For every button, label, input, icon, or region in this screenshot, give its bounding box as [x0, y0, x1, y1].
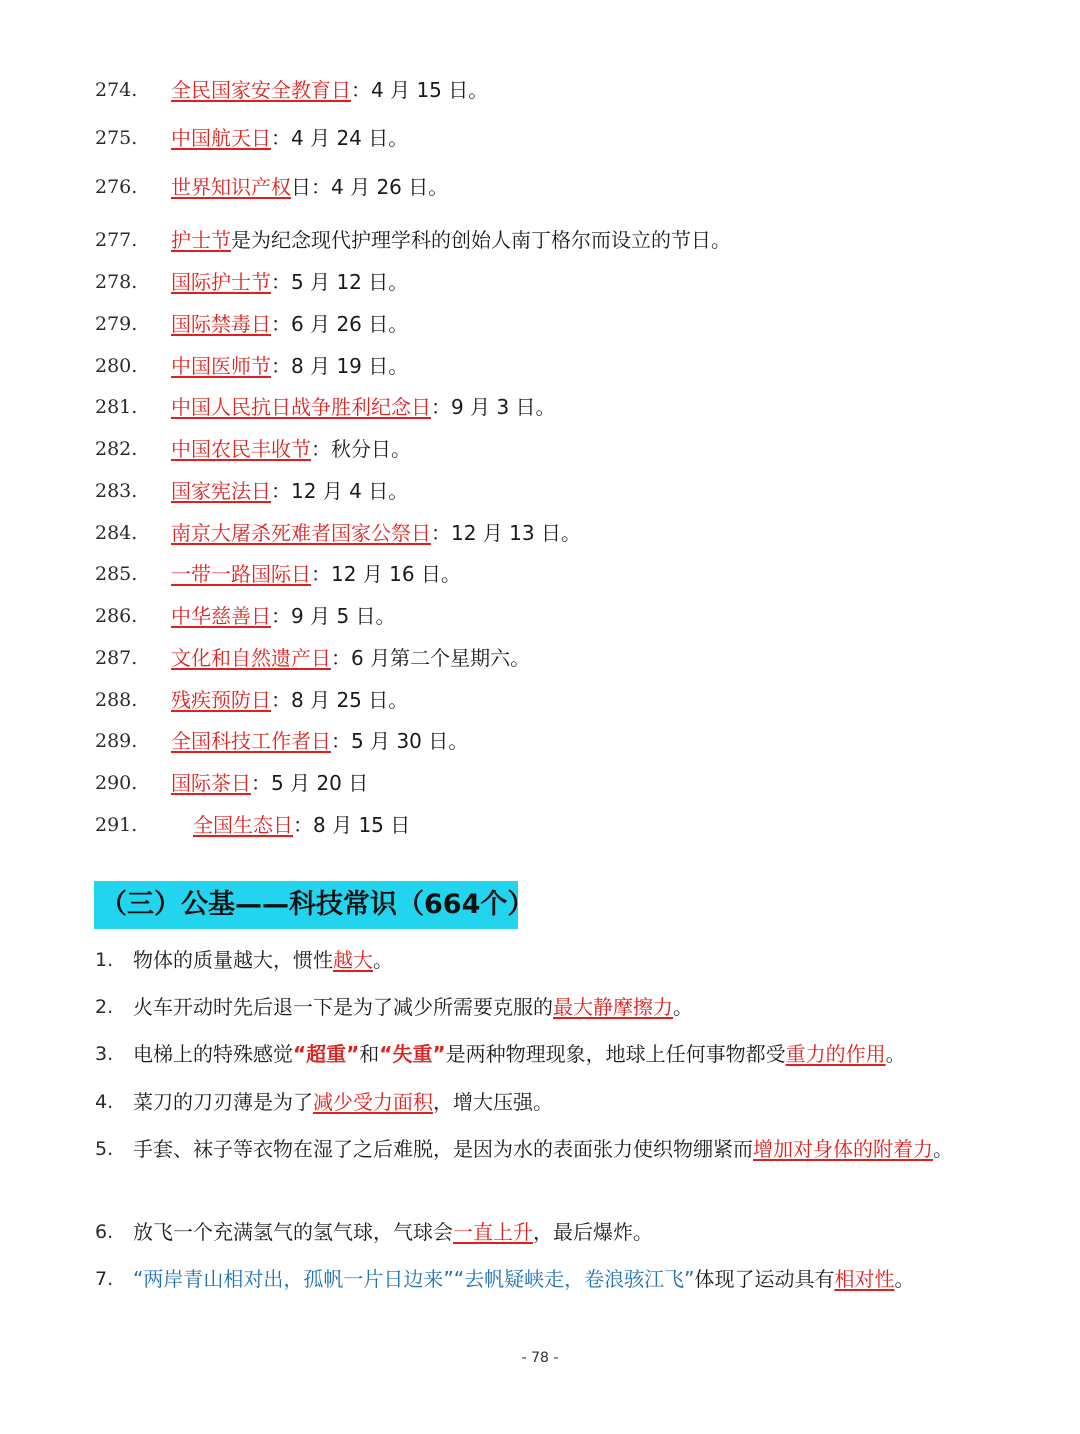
festival-date: ：5 月 12 日。: [271, 270, 409, 294]
festival-name: 世界知识产权: [171, 175, 291, 199]
festival-name: 南京大屠杀死难者国家公祭日: [171, 521, 431, 545]
festival-description: 是为纪念现代护理学科的创始人南丁格尔而设立的节日。: [231, 228, 731, 252]
item-number: 1.: [95, 949, 114, 971]
section-heading: （三）公基——科技常识（664个）: [94, 881, 518, 929]
festival-date: ：6 月 26 日。: [271, 312, 409, 336]
item-number: 278.: [95, 271, 138, 293]
festival-name: 中国航天日: [171, 126, 271, 150]
key-term: “超重”: [293, 1042, 360, 1066]
festival-date: ：4 月 24 日。: [271, 126, 409, 150]
item-number: 279.: [95, 313, 138, 335]
item-number: 289.: [95, 730, 138, 752]
item-number: 284.: [95, 522, 138, 544]
festival-date: ：5 月 30 日。: [331, 729, 469, 753]
key-answer: 一直上升: [453, 1220, 533, 1244]
festival-name: 国家宪法日: [171, 479, 271, 503]
item-number: 276.: [95, 176, 138, 198]
item-number: 287.: [95, 647, 138, 669]
key-term: “失重”: [379, 1042, 446, 1066]
key-answer: 越大: [333, 948, 373, 972]
item-number: 281.: [95, 396, 138, 418]
item-number: 285.: [95, 563, 138, 585]
festival-date: ：9 月 5 日。: [271, 604, 396, 628]
item-number: 6.: [95, 1221, 114, 1243]
key-answer: 重力的作用: [785, 1042, 886, 1066]
festival-name: 中国农民丰收节: [171, 437, 311, 461]
festival-name: 全国科技工作者日: [171, 729, 331, 753]
festival-name: 中国医师节: [171, 354, 271, 378]
festival-name: 中国人民抗日战争胜利纪念日: [171, 395, 431, 419]
festival-name: 全民国家安全教育日: [171, 78, 351, 102]
festival-date: ：8 月 25 日。: [271, 688, 409, 712]
festival-name: 残疾预防日: [171, 688, 271, 712]
item-number: 4.: [95, 1091, 114, 1113]
festival-date: 日：4 月 26 日。: [291, 175, 449, 199]
item-number: 282.: [95, 438, 138, 460]
key-answer: 相对性: [834, 1267, 895, 1291]
page-number: - 78 -: [521, 1350, 559, 1366]
festival-name: 文化和自然遗产日: [171, 646, 331, 670]
festival-date: ：9 月 3 日。: [431, 395, 556, 419]
poem-quote: “两岸青山相对出，孤帆一片日边来”: [133, 1267, 454, 1291]
item-number: 3.: [95, 1043, 114, 1065]
key-answer: 减少受力面积: [313, 1090, 433, 1114]
item-number: 288.: [95, 689, 138, 711]
festival-date: ：12 月 16 日。: [311, 562, 461, 586]
festival-date: ：5 月 20 日: [251, 771, 369, 795]
festival-date: ：12 月 13 日。: [431, 521, 581, 545]
festival-name: 一带一路国际日: [171, 562, 311, 586]
item-number: 286.: [95, 605, 138, 627]
festival-name: 国际护士节: [171, 270, 271, 294]
festival-name: 国际禁毒日: [171, 312, 271, 336]
festival-date: ：8 月 19 日。: [271, 354, 409, 378]
item-number: 5.: [95, 1138, 114, 1160]
item-number: 275.: [95, 127, 138, 149]
item-number: 277.: [95, 229, 138, 251]
festival-name: 国际茶日: [171, 771, 251, 795]
item-number: 2.: [95, 996, 114, 1018]
item-number: 274.: [95, 79, 138, 101]
festival-name: 全国生态日: [193, 813, 293, 837]
festival-name: 护士节: [171, 228, 231, 252]
festival-date: ：12 月 4 日。: [271, 479, 409, 503]
item-number: 290.: [95, 772, 138, 794]
festival-name: 中华慈善日: [171, 604, 271, 628]
festival-date: ：4 月 15 日。: [351, 78, 489, 102]
festival-date: ：秋分日。: [311, 437, 411, 461]
item-number: 291.: [95, 814, 138, 836]
poem-quote: “去帆疑峡走，卷浪骇江飞”: [453, 1267, 695, 1291]
item-number: 280.: [95, 355, 138, 377]
document-page: 274. 全民国家安全教育日：4 月 15 日。 275. 中国航天日：4 月 24 日。 276. 世界知识产权日：4 月 26 日。 277. 护士节是为纪念现代护理学科的创始人南丁格尔而设立的节日。 278. 国际护士节：5 月 12 日。 279. 国际禁毒日：6 月 26 日。 280. 中国医师节：8 月 19 日。 281. 中国人民抗日战争胜利纪念日：9 月 3 日。 282. 中国农民丰收节：秋分日。 283. 国家宪法日：12 月 4 日。 284. 南京大屠杀死难者国家公祭日：12 月 13 日。 285. 一带一路国际日：12 月 16 日。 286. 中华慈善日：9 月 5 日。 287. 文化和自然遗产日：6 月第二个星期六。 288. 残疾预防日：8 月 25 日。 289. 全国科技工作者日：5 月 30 日。 290. 国际茶日：5 月 20 日 291. 全国生态日：8 月 15 日 （三）公基——科技常识（664个） 1. 物体的质量越大，惯性越大。 2. 火车开动时先后退一下是为了减少所需要克服的最大静摩擦力。 3. 电梯上的特殊感觉“超重”和“失重”是两种物理现象，地球上任何事物都受重力的作用。 4. 菜刀的刀刃薄是为了减少受力面积，增大压强。 5. 手套、袜子等衣物在湿了之后难脱，是因为水的表面张力使织物绷紧而增加对身体的附着力。 6. 放飞一个充满氢气的氢气球，气球会一直上升，最后爆炸。 7. “两岸青山相对出，孤帆一片日边来”“去帆疑峡走，卷浪骇江飞”体现了运动具有相对性。 - 78 -: [0, 0, 1080, 1434]
item-number: 283.: [95, 480, 138, 502]
key-answer: 最大静摩擦力: [553, 995, 673, 1019]
festival-date: ：6 月第二个星期六。: [331, 646, 531, 670]
festival-date: ：8 月 15 日: [293, 813, 411, 837]
item-number: 7.: [95, 1268, 114, 1290]
key-answer: 增加对身体的附着力: [753, 1137, 933, 1161]
